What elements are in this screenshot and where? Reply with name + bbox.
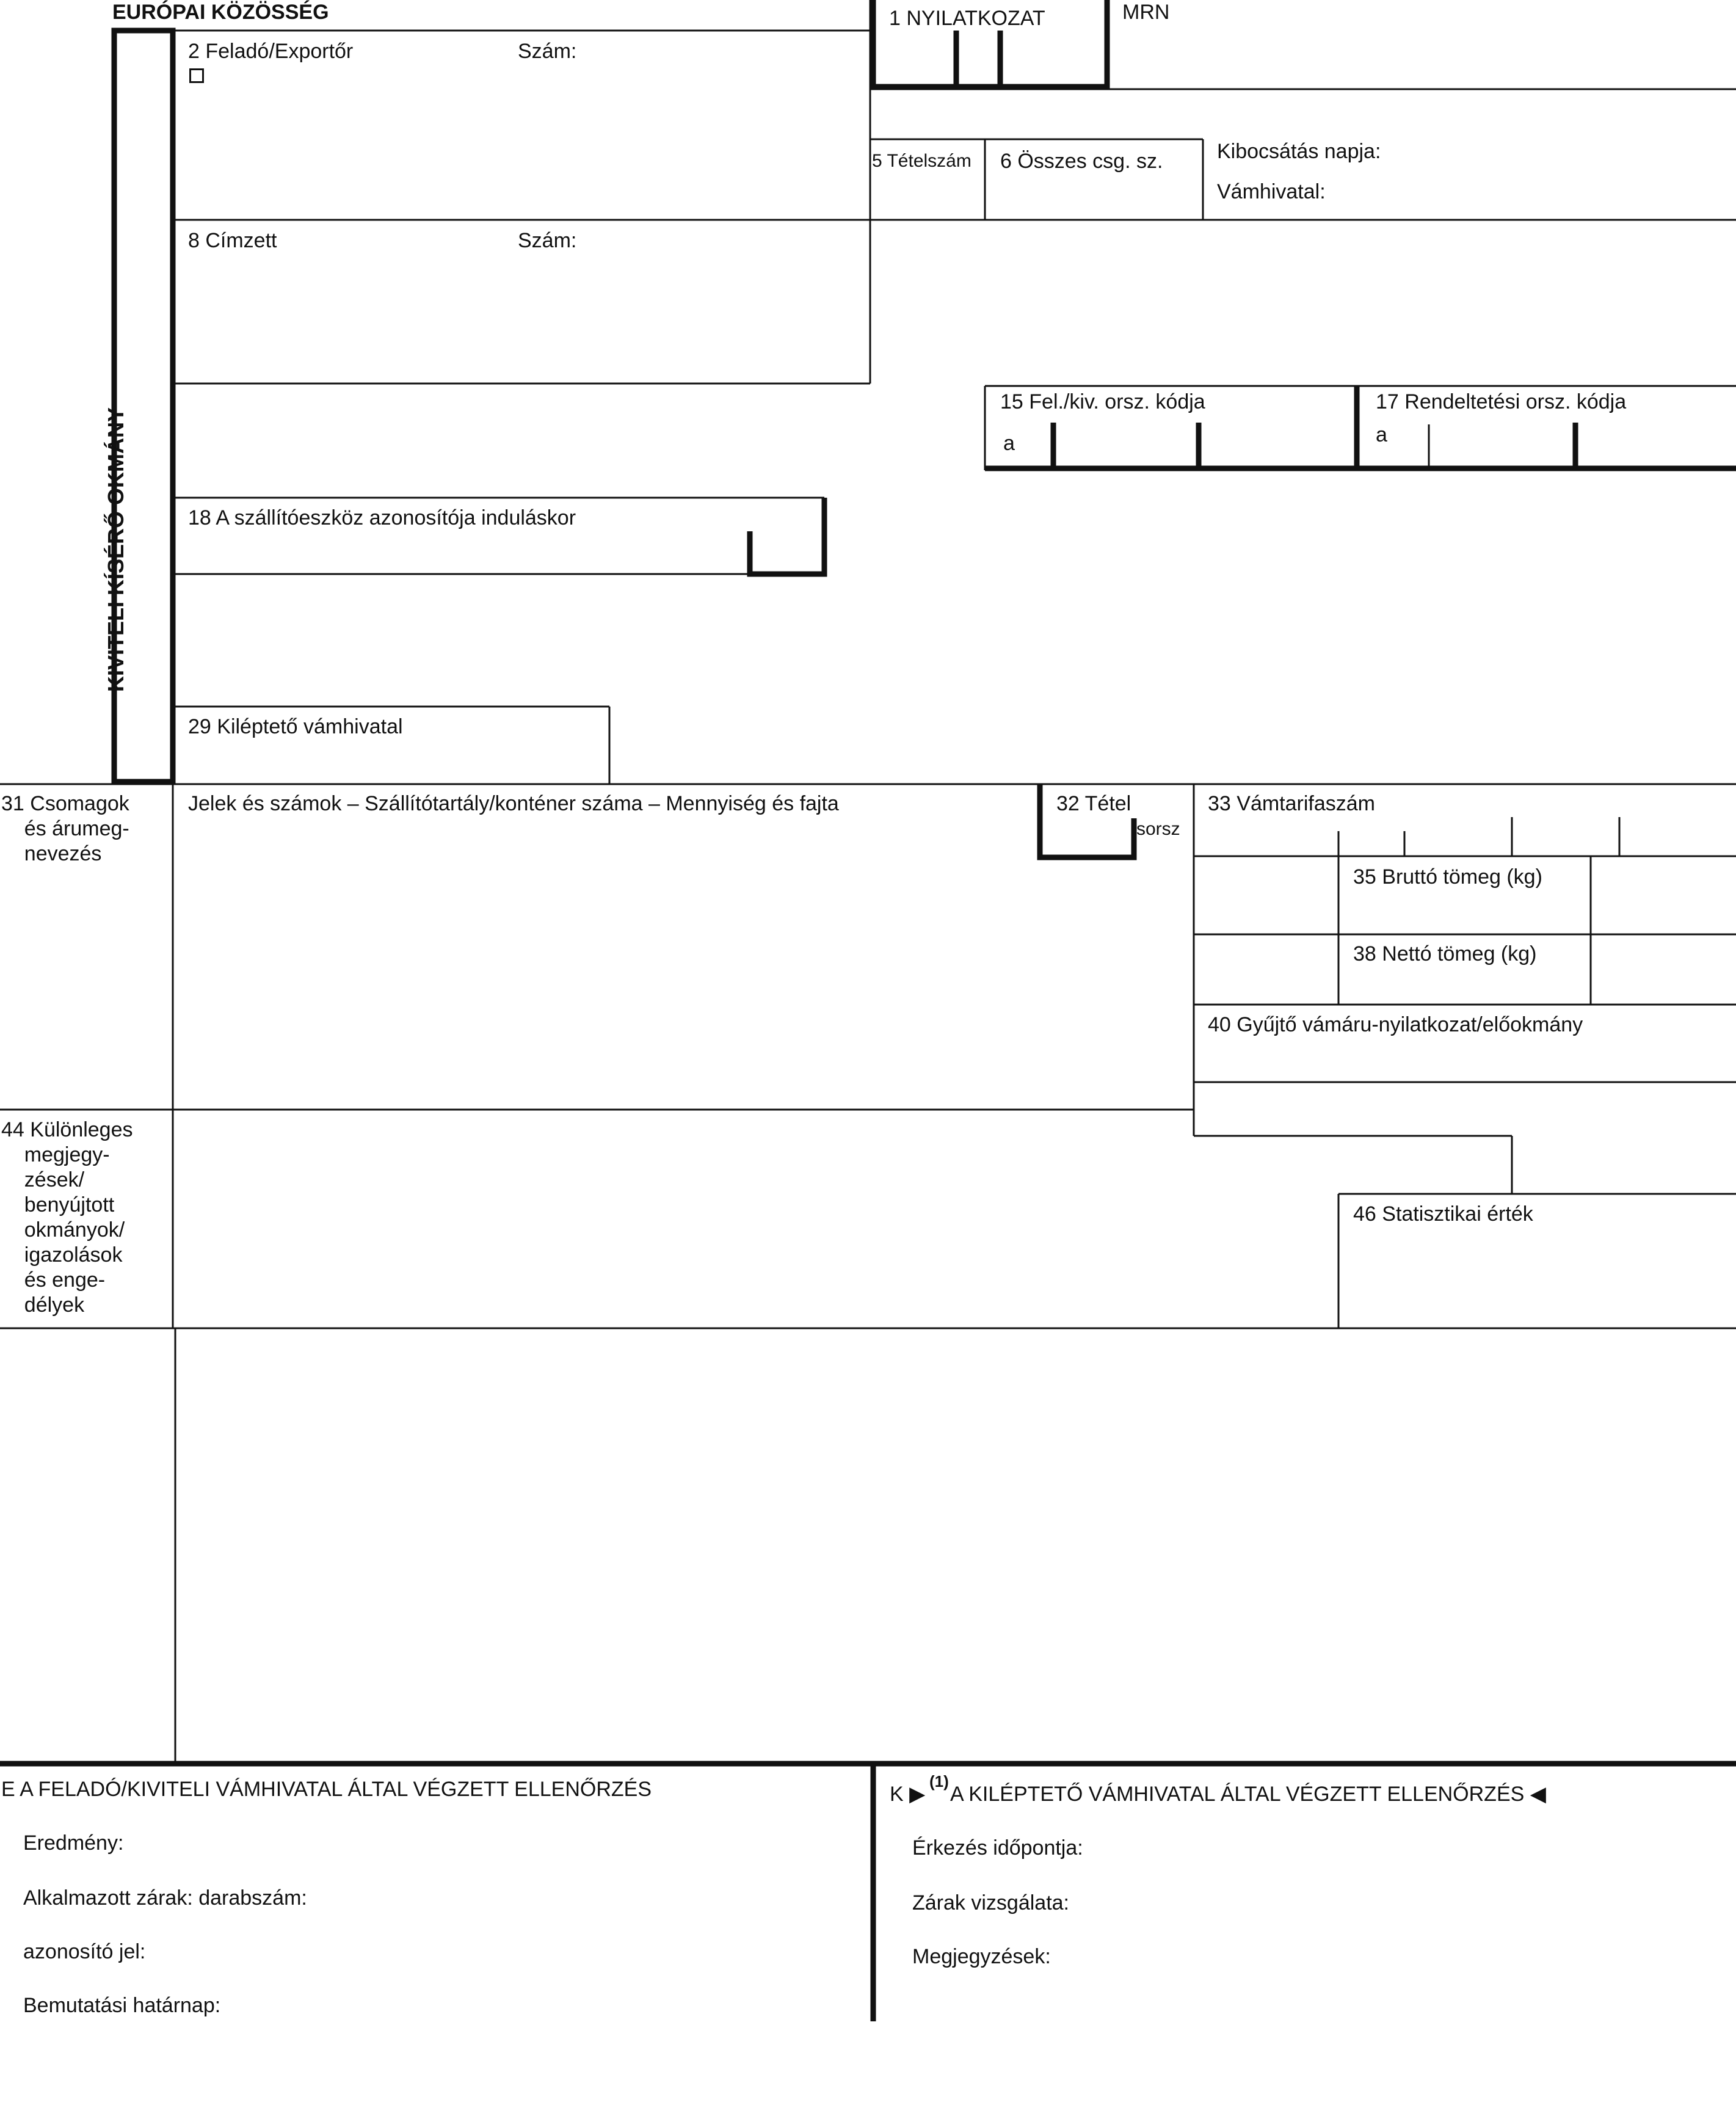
control-k-title: A KILÉPTETŐ VÁMHIVATAL ÁLTAL VÉGZETT ELLENŐRZÉS ◀ xyxy=(950,1783,1546,1806)
customs-office-label: Vámhivatal: xyxy=(1217,180,1326,203)
gross-mass-label: 35 Bruttó tömeg (kg) xyxy=(1353,865,1542,889)
destination-country-a: a xyxy=(1376,423,1387,446)
control-e-time-limit: Bemutatási határnap: xyxy=(23,1994,221,2017)
items-count-label: 5 Tételszám xyxy=(872,151,972,171)
dispatch-country-label: 15 Fel./kiv. orsz. kódja xyxy=(1000,390,1205,413)
item-number-sub-label: sorsz xyxy=(1136,819,1180,839)
control-e-seal-id: azonosító jel: xyxy=(23,1940,146,1963)
header-community: EURÓPAI KÖZÖSSÉG xyxy=(112,1,329,24)
marks-label: Jelek és számok – Szállítótartály/konténer száma – Mennyiség és fajta xyxy=(188,792,839,815)
dispatch-country-a: a xyxy=(1003,432,1015,455)
consignee-number-label: Szám: xyxy=(518,229,577,252)
special-mentions-label: 44 Különleges megjegy- zések/ benyújtott okmányok/ igazolások és enge- délyek xyxy=(1,1118,133,1317)
destination-country-label: 17 Rendeltetési orsz. kódja xyxy=(1376,390,1627,413)
declaration-box-label: 1 NYILATKOZAT xyxy=(889,7,1045,30)
total-packages-label: 6 Összes csg. sz. xyxy=(1000,150,1163,173)
issue-date-label: Kibocsátás napja: xyxy=(1217,140,1381,163)
exporter-number-label: Szám: xyxy=(518,40,577,63)
control-e-seals-count: Alkalmazott zárak: darabszám: xyxy=(23,1886,307,1910)
exporter-label: 2 Feladó/Exportőr xyxy=(188,40,354,63)
exit-office-label: 29 Kiléptető vámhivatal xyxy=(188,715,403,738)
item-number-label: 32 Tétel xyxy=(1056,792,1131,815)
net-mass-label: 38 Nettó tömeg (kg) xyxy=(1353,942,1537,965)
control-k-remarks: Megjegyzések: xyxy=(912,1945,1051,1968)
control-k-arrival-date: Érkezés időpontja: xyxy=(912,1836,1083,1860)
control-k-superscript: (1) xyxy=(929,1772,949,1791)
consignee-label: 8 Címzett xyxy=(188,229,277,252)
transport-id-label: 18 A szállítóeszköz azonosítója induláskor xyxy=(188,506,576,529)
commodity-code-label: 33 Vámtarifaszám xyxy=(1208,792,1375,815)
mrn-label: MRN xyxy=(1122,1,1170,24)
control-k-seal-check: Zárak vizsgálata: xyxy=(912,1891,1069,1914)
packages-description-label: 31 Csomagok és árumeg- nevezés xyxy=(1,792,129,865)
summary-declaration-label: 40 Gyűjtő vámáru-nyilatkozat/előokmány xyxy=(1208,1013,1583,1036)
control-e-result: Eredmény: xyxy=(23,1831,124,1855)
statistical-value-label: 46 Statisztikai érték xyxy=(1353,1202,1533,1226)
exporter-checkbox[interactable] xyxy=(189,68,204,83)
control-e-title: E A FELADÓ/KIVITELI VÁMHIVATAL ÁLTAL VÉGZETT ELLENŐRZÉS xyxy=(1,1778,652,1801)
control-k-prefix: K ▶ xyxy=(890,1783,926,1806)
